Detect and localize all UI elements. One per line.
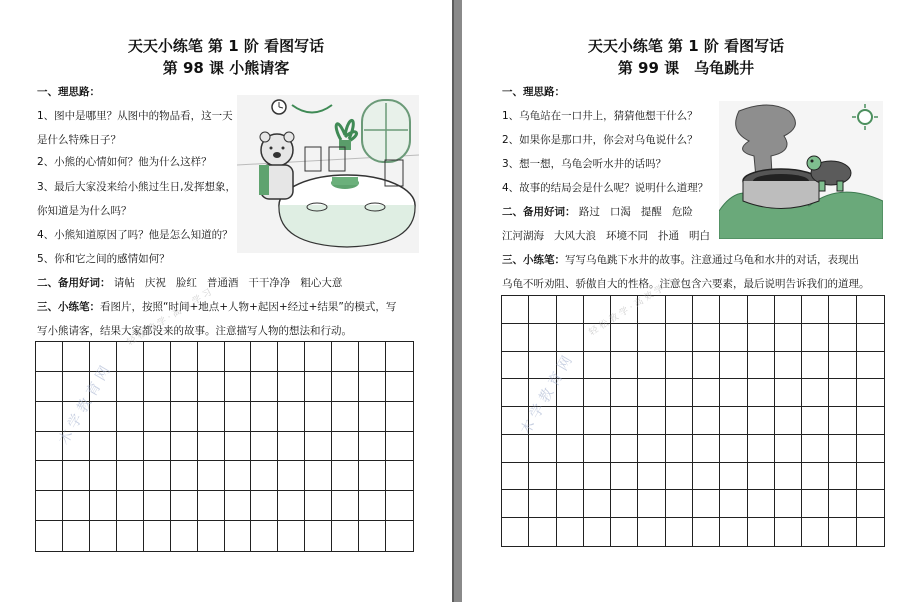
question-4: 4、故事的结局会是什么呢？说明什么道理？	[502, 182, 709, 194]
task-text-b: 写小熊请客，结果大家都没来的故事。注意描写人物的想法和行动。	[37, 325, 352, 337]
grid-cell	[638, 435, 665, 463]
grid-cell	[829, 518, 856, 546]
grid-cell	[557, 463, 584, 491]
grid-cell	[611, 352, 638, 380]
grid-cell	[748, 490, 775, 518]
grid-cell	[278, 402, 305, 432]
grid-cell	[117, 372, 144, 402]
grid-cell	[278, 461, 305, 491]
question-5: 5、你和它之间的感情如何？	[37, 253, 170, 265]
grid-cell	[144, 491, 171, 521]
watermark-text: 木 学 教 育 网	[517, 353, 576, 438]
grid-cell	[638, 463, 665, 491]
task-line-a	[37, 300, 396, 314]
grid-cell	[584, 435, 611, 463]
grid-cell	[802, 518, 829, 546]
word-item: 干干净净	[248, 277, 291, 289]
grid-cell	[529, 490, 556, 518]
grid-cell	[198, 402, 225, 432]
grid-cell	[748, 296, 775, 324]
grid-cell	[802, 324, 829, 352]
grid-cell	[666, 379, 693, 407]
grid-cell	[829, 490, 856, 518]
grid-cell	[305, 461, 332, 491]
grid-cell	[802, 435, 829, 463]
grid-cell	[144, 342, 171, 372]
word-item: 请帖	[113, 277, 135, 289]
grid-cell	[802, 490, 829, 518]
grid-cell	[611, 407, 638, 435]
grid-cell	[775, 435, 802, 463]
grid-cell	[748, 518, 775, 546]
grid-cell	[251, 372, 278, 402]
grid-cell	[225, 342, 252, 372]
task-text-b: 乌龟不听劝阻、骄傲自大的性格。注意包含六要素，最后说明告诉我们的道理。	[502, 278, 870, 290]
grid-cell	[144, 372, 171, 402]
grid-cell	[386, 521, 413, 551]
grid-cell	[305, 402, 332, 432]
watermark-text-small: 轻 松 教 学 · 高 效 学 习	[587, 277, 676, 338]
grid-cell	[857, 379, 884, 407]
section-heading-3: 三、小练笔：	[502, 254, 565, 266]
grid-cell	[36, 342, 63, 372]
grid-cell	[666, 518, 693, 546]
section-heading-3: 三、小练笔：	[37, 301, 100, 313]
grid-cell	[305, 342, 332, 372]
grid-cell	[171, 372, 198, 402]
grid-cell	[198, 521, 225, 551]
grid-cell	[666, 352, 693, 380]
grid-cell	[557, 407, 584, 435]
grid-cell	[90, 491, 117, 521]
grid-cell	[857, 324, 884, 352]
grid-cell	[584, 463, 611, 491]
grid-cell	[857, 518, 884, 546]
grid-cell	[305, 432, 332, 462]
grid-cell	[775, 463, 802, 491]
grid-cell	[666, 324, 693, 352]
grid-cell	[529, 324, 556, 352]
grid-cell	[693, 379, 720, 407]
grid-cell	[775, 352, 802, 380]
grid-cell	[529, 435, 556, 463]
writing-grid	[501, 295, 885, 547]
word-bank	[37, 276, 352, 290]
grid-cell	[748, 324, 775, 352]
word-item: 环境不同	[606, 230, 648, 242]
lesson-title: 第 99 课 乌龟跳井	[617, 59, 755, 77]
grid-cell	[198, 491, 225, 521]
grid-cell	[829, 379, 856, 407]
grid-cell	[638, 407, 665, 435]
grid-cell	[775, 296, 802, 324]
grid-cell	[720, 490, 747, 518]
grid-cell	[584, 518, 611, 546]
grid-cell	[117, 402, 144, 432]
task-line-a	[502, 253, 859, 267]
grid-cell	[171, 521, 198, 551]
section-heading-1: 一、理思路：	[502, 86, 565, 98]
grid-cell	[225, 372, 252, 402]
grid-cell	[693, 296, 720, 324]
grid-cell	[720, 518, 747, 546]
grid-cell	[638, 518, 665, 546]
grid-cell	[198, 461, 225, 491]
question-3a: 3、最后大家没来给小熊过生日,发挥想象，	[37, 181, 237, 193]
grid-cell	[693, 324, 720, 352]
grid-cell	[225, 432, 252, 462]
grid-cell	[611, 435, 638, 463]
grid-cell	[278, 521, 305, 551]
grid-cell	[638, 324, 665, 352]
grid-cell	[502, 296, 529, 324]
word-item: 脸红	[175, 277, 197, 289]
grid-cell	[502, 352, 529, 380]
grid-cell	[829, 435, 856, 463]
section-heading-1: 一、理思路：	[37, 86, 100, 98]
grid-cell	[638, 352, 665, 380]
grid-cell	[857, 435, 884, 463]
grid-cell	[36, 491, 63, 521]
grid-cell	[305, 491, 332, 521]
grid-cell	[251, 521, 278, 551]
grid-cell	[529, 296, 556, 324]
grid-cell	[829, 324, 856, 352]
grid-cell	[278, 432, 305, 462]
grid-cell	[802, 296, 829, 324]
grid-cell	[557, 518, 584, 546]
grid-cell	[802, 379, 829, 407]
grid-cell	[666, 490, 693, 518]
grid-cell	[748, 407, 775, 435]
grid-cell	[63, 461, 90, 491]
word-item: 扑通	[658, 230, 679, 242]
grid-cell	[611, 324, 638, 352]
grid-cell	[829, 463, 856, 491]
grid-cell	[802, 463, 829, 491]
question-4: 4、小熊知道原因了吗？他是怎么知道的？	[37, 229, 233, 241]
question-2: 2、如果你是那口井，你会对乌龟说什么？	[502, 134, 698, 146]
word-item: 粗心大意	[300, 277, 343, 289]
grid-cell	[584, 352, 611, 380]
question-1b: 是什么特殊日子？	[37, 134, 121, 146]
grid-cell	[584, 407, 611, 435]
grid-cell	[857, 296, 884, 324]
grid-cell	[748, 352, 775, 380]
grid-cell	[386, 461, 413, 491]
page-right	[462, 0, 910, 602]
grid-cell	[775, 407, 802, 435]
grid-cell	[693, 518, 720, 546]
grid-cell	[748, 379, 775, 407]
question-3b: 你知道是为什么吗？	[37, 205, 132, 217]
grid-cell	[171, 432, 198, 462]
grid-cell	[117, 521, 144, 551]
grid-cell	[117, 491, 144, 521]
grid-cell	[198, 342, 225, 372]
grid-cell	[117, 432, 144, 462]
grid-cell	[666, 296, 693, 324]
section-heading-2: 二、备用好词：	[502, 206, 576, 218]
grid-cell	[693, 463, 720, 491]
grid-cell	[36, 372, 63, 402]
grid-cell	[666, 463, 693, 491]
grid-cell	[638, 490, 665, 518]
grid-cell	[857, 490, 884, 518]
grid-cell	[720, 352, 747, 380]
grid-cell	[557, 324, 584, 352]
question-1a: 1、图中是哪里？从图中的物品看，这一天	[37, 110, 233, 122]
word-item: 江河湖海	[502, 230, 544, 242]
grid-cell	[748, 463, 775, 491]
grid-cell	[36, 461, 63, 491]
grid-cell	[144, 461, 171, 491]
grid-cell	[251, 491, 278, 521]
grid-cell	[171, 491, 198, 521]
grid-cell	[278, 342, 305, 372]
grid-cell	[63, 491, 90, 521]
page-title: 天天小练笔 第 1 阶 看图写话	[127, 37, 325, 55]
grid-cell	[386, 342, 413, 372]
grid-cell	[359, 372, 386, 402]
grid-cell	[802, 407, 829, 435]
grid-cell	[720, 296, 747, 324]
grid-cell	[693, 407, 720, 435]
grid-cell	[638, 379, 665, 407]
grid-cell	[144, 521, 171, 551]
grid-cell	[90, 461, 117, 491]
grid-cell	[611, 518, 638, 546]
grid-cell	[775, 324, 802, 352]
grid-cell	[502, 435, 529, 463]
grid-cell	[611, 463, 638, 491]
grid-cell	[748, 435, 775, 463]
word-item: 危险	[671, 206, 693, 218]
grid-cell	[557, 435, 584, 463]
grid-cell	[332, 372, 359, 402]
grid-cell	[584, 490, 611, 518]
grid-cell	[144, 432, 171, 462]
grid-cell	[251, 342, 278, 372]
grid-cell	[90, 432, 117, 462]
grid-cell	[332, 342, 359, 372]
page-title: 天天小练笔 第 1 阶 看图写话	[587, 37, 785, 55]
grid-cell	[359, 402, 386, 432]
grid-cell	[359, 521, 386, 551]
grid-cell	[775, 490, 802, 518]
grid-cell	[720, 324, 747, 352]
grid-cell	[251, 461, 278, 491]
grid-cell	[171, 402, 198, 432]
grid-cell	[829, 352, 856, 380]
grid-cell	[693, 352, 720, 380]
grid-cell	[666, 435, 693, 463]
grid-cell	[251, 402, 278, 432]
grid-cell	[198, 432, 225, 462]
grid-cell	[117, 461, 144, 491]
grid-cell	[171, 461, 198, 491]
lesson-title: 第 98 课 小熊请客	[162, 59, 290, 77]
grid-cell	[386, 372, 413, 402]
grid-cell	[225, 402, 252, 432]
grid-cell	[829, 296, 856, 324]
grid-cell	[225, 461, 252, 491]
grid-cell	[502, 379, 529, 407]
word-bank-line-2	[502, 229, 720, 243]
grid-cell	[720, 379, 747, 407]
grid-cell	[251, 432, 278, 462]
page-left	[0, 0, 452, 602]
grid-cell	[775, 379, 802, 407]
grid-cell	[829, 407, 856, 435]
word-item: 庆祝	[144, 277, 166, 289]
grid-cell	[171, 342, 198, 372]
grid-cell	[359, 491, 386, 521]
word-list	[579, 206, 703, 218]
grid-cell	[529, 463, 556, 491]
grid-cell	[666, 407, 693, 435]
grid-cell	[90, 521, 117, 551]
question-1: 1、乌龟站在一口井上，猜猜他想干什么？	[502, 110, 698, 122]
page-divider	[452, 0, 462, 602]
grid-cell	[198, 372, 225, 402]
grid-cell	[359, 432, 386, 462]
grid-cell	[332, 491, 359, 521]
grid-cell	[693, 490, 720, 518]
grid-cell	[502, 518, 529, 546]
watermark-text: 木 学 教 育 网	[55, 363, 114, 448]
grid-cell	[36, 521, 63, 551]
grid-cell	[557, 296, 584, 324]
grid-cell	[386, 432, 413, 462]
grid-cell	[359, 461, 386, 491]
turtle-well-illustration	[719, 101, 883, 239]
grid-cell	[502, 324, 529, 352]
task-text-a: 写写乌龟跳下水井的故事。注意通过乌龟和水井的对话，表现出	[565, 254, 859, 266]
word-item: 普通酒	[206, 277, 239, 289]
grid-cell	[305, 521, 332, 551]
grid-cell	[386, 402, 413, 432]
grid-cell	[63, 521, 90, 551]
grid-cell	[305, 372, 332, 402]
grid-cell	[584, 379, 611, 407]
grid-cell	[332, 461, 359, 491]
grid-cell	[857, 463, 884, 491]
grid-cell	[802, 352, 829, 380]
grid-cell	[332, 432, 359, 462]
question-3: 3、想一想，乌龟会听水井的话吗？	[502, 158, 667, 170]
grid-cell	[775, 518, 802, 546]
question-2: 2、小熊的心情如何？他为什么这样？	[37, 156, 212, 168]
task-text-a: 看图片，按照“时间+地点+人物+起因+经过+结果”的模式，写	[100, 301, 397, 313]
grid-cell	[359, 342, 386, 372]
grid-cell	[857, 352, 884, 380]
grid-cell	[502, 490, 529, 518]
grid-cell	[278, 372, 305, 402]
grid-cell	[611, 490, 638, 518]
grid-cell	[857, 407, 884, 435]
grid-cell	[225, 521, 252, 551]
word-item: 路过	[578, 206, 600, 218]
grid-cell	[611, 379, 638, 407]
word-item: 口渴	[609, 206, 631, 218]
word-item: 提醒	[640, 206, 662, 218]
grid-cell	[557, 490, 584, 518]
watermark-text-small: 轻 松 教 学 · 高 效 学 习	[125, 287, 214, 348]
grid-cell	[720, 435, 747, 463]
grid-cell	[332, 402, 359, 432]
word-item: 明白	[689, 230, 710, 242]
bear-party-illustration	[237, 95, 419, 253]
grid-cell	[278, 491, 305, 521]
word-item: 大风大浪	[554, 230, 596, 242]
grid-cell	[502, 463, 529, 491]
grid-cell	[332, 521, 359, 551]
word-bank-line-1	[502, 205, 703, 219]
word-list	[114, 277, 353, 289]
grid-cell	[529, 518, 556, 546]
section-heading-2: 二、备用好词：	[37, 277, 111, 289]
grid-cell	[144, 402, 171, 432]
grid-cell	[225, 491, 252, 521]
grid-cell	[693, 435, 720, 463]
grid-cell	[720, 407, 747, 435]
grid-cell	[386, 491, 413, 521]
grid-cell	[720, 463, 747, 491]
grid-cell	[63, 342, 90, 372]
